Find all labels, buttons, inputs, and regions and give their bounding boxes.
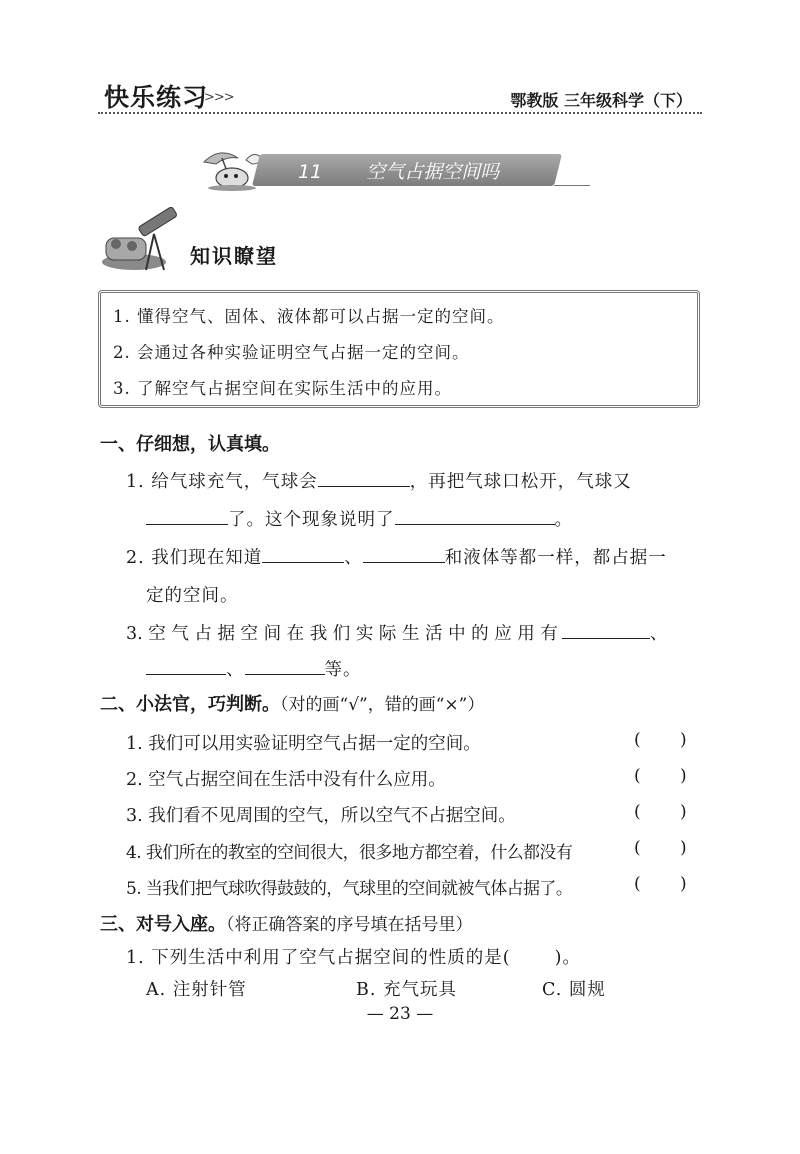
judge-item: 2. 空气占据空间在生活中没有什么应用。 — [126, 770, 446, 790]
section2-heading — [100, 690, 484, 716]
s3-q1-option-b[interactable]: B. 充气玩具 — [356, 980, 457, 1000]
answer-blank[interactable] — [146, 656, 226, 675]
section1-title: 一、仔细想，认真填。 — [100, 434, 280, 455]
answer-paren[interactable]: ( ) — [634, 730, 687, 750]
answer-blank[interactable] — [262, 544, 344, 563]
section3-title: 三、对号入座。 — [100, 914, 226, 935]
s3-q1-stem: 1. 下列生活中利用了空气占据空间的性质的是( )。 — [126, 948, 581, 968]
section3-instruction: （将正确答案的序号填在括号里） — [226, 915, 473, 935]
answer-blank[interactable] — [245, 656, 325, 675]
answer-paren[interactable]: ( ) — [634, 838, 687, 858]
s1-q2-line2: 定的空间。 — [146, 586, 239, 606]
banner-underline — [554, 185, 590, 186]
section3-heading — [100, 910, 473, 936]
section2-instruction: （对的画“√”，错的画“×”） — [280, 695, 485, 715]
header-brand: 快乐练习 — [104, 83, 209, 112]
knowledge-box — [98, 290, 700, 408]
judge-item: 4. 我们所在的教室的空间很大，很多地方都空着，什么都没有 — [126, 843, 573, 863]
answer-blank[interactable] — [318, 468, 410, 487]
lesson-number: 11 — [298, 161, 323, 183]
knowledge-item: 3. 了解空气占据空间在实际生活中的应用。 — [113, 379, 452, 398]
judge-item: 5. 当我们把气球吹得鼓鼓的，气球里的空间就被气体占据了。 — [126, 879, 573, 899]
judge-item: 1. 我们可以用实验证明空气占据一定的空间。 — [126, 734, 481, 754]
lesson-banner — [198, 144, 592, 192]
lesson-heading — [270, 157, 560, 184]
judge-item: 3. 我们看不见周围的空气，所以空气不占据空间。 — [126, 806, 516, 826]
s1-q3-line1: 3. 空 气 占 据 空 间 在 我 们 实 际 生 活 中 的 应 用 有 、 — [126, 620, 667, 645]
header-divider — [98, 112, 702, 114]
answer-paren[interactable]: ( ) — [634, 766, 687, 786]
page-number: — 23 — — [366, 1004, 434, 1024]
answer-paren[interactable]: ( ) — [634, 802, 687, 822]
header-edition: 鄂教版 三年级科学（下） — [510, 91, 692, 110]
telescope-icon — [100, 204, 180, 274]
knowledge-item: 2. 会通过各种实验证明空气占据一定的空间。 — [113, 343, 470, 362]
answer-blank[interactable] — [395, 506, 555, 525]
s1-q1-line1: 1. 给气球充气，气球会 ，再把气球口松开，气球又 — [126, 468, 632, 493]
answer-blank[interactable] — [146, 506, 228, 525]
knowledge-item: 1. 懂得空气、固体、液体都可以占据一定的空间。 — [113, 307, 505, 326]
s1-q3-line2: 、 等。 — [146, 656, 362, 681]
s1-q2-line1: 2. 我们现在知道 、 和液体等都一样，都占据一 — [126, 544, 667, 569]
lesson-title: 空气占据空间吗 — [366, 161, 500, 183]
section2-title: 二、小法官，巧判断。 — [100, 694, 280, 715]
header-chevrons: >>> — [204, 90, 234, 105]
answer-paren[interactable]: ( ) — [634, 874, 687, 894]
s3-q1-option-c[interactable]: C. 圆规 — [542, 980, 606, 1000]
s1-q1-line2: 了。这个现象说明了 。 — [146, 506, 573, 531]
knowledge-title: 知识瞭望 — [190, 244, 278, 268]
s3-q1-option-a[interactable]: A. 注射针管 — [146, 980, 247, 1000]
answer-blank[interactable] — [562, 620, 650, 639]
answer-blank[interactable] — [363, 544, 445, 563]
